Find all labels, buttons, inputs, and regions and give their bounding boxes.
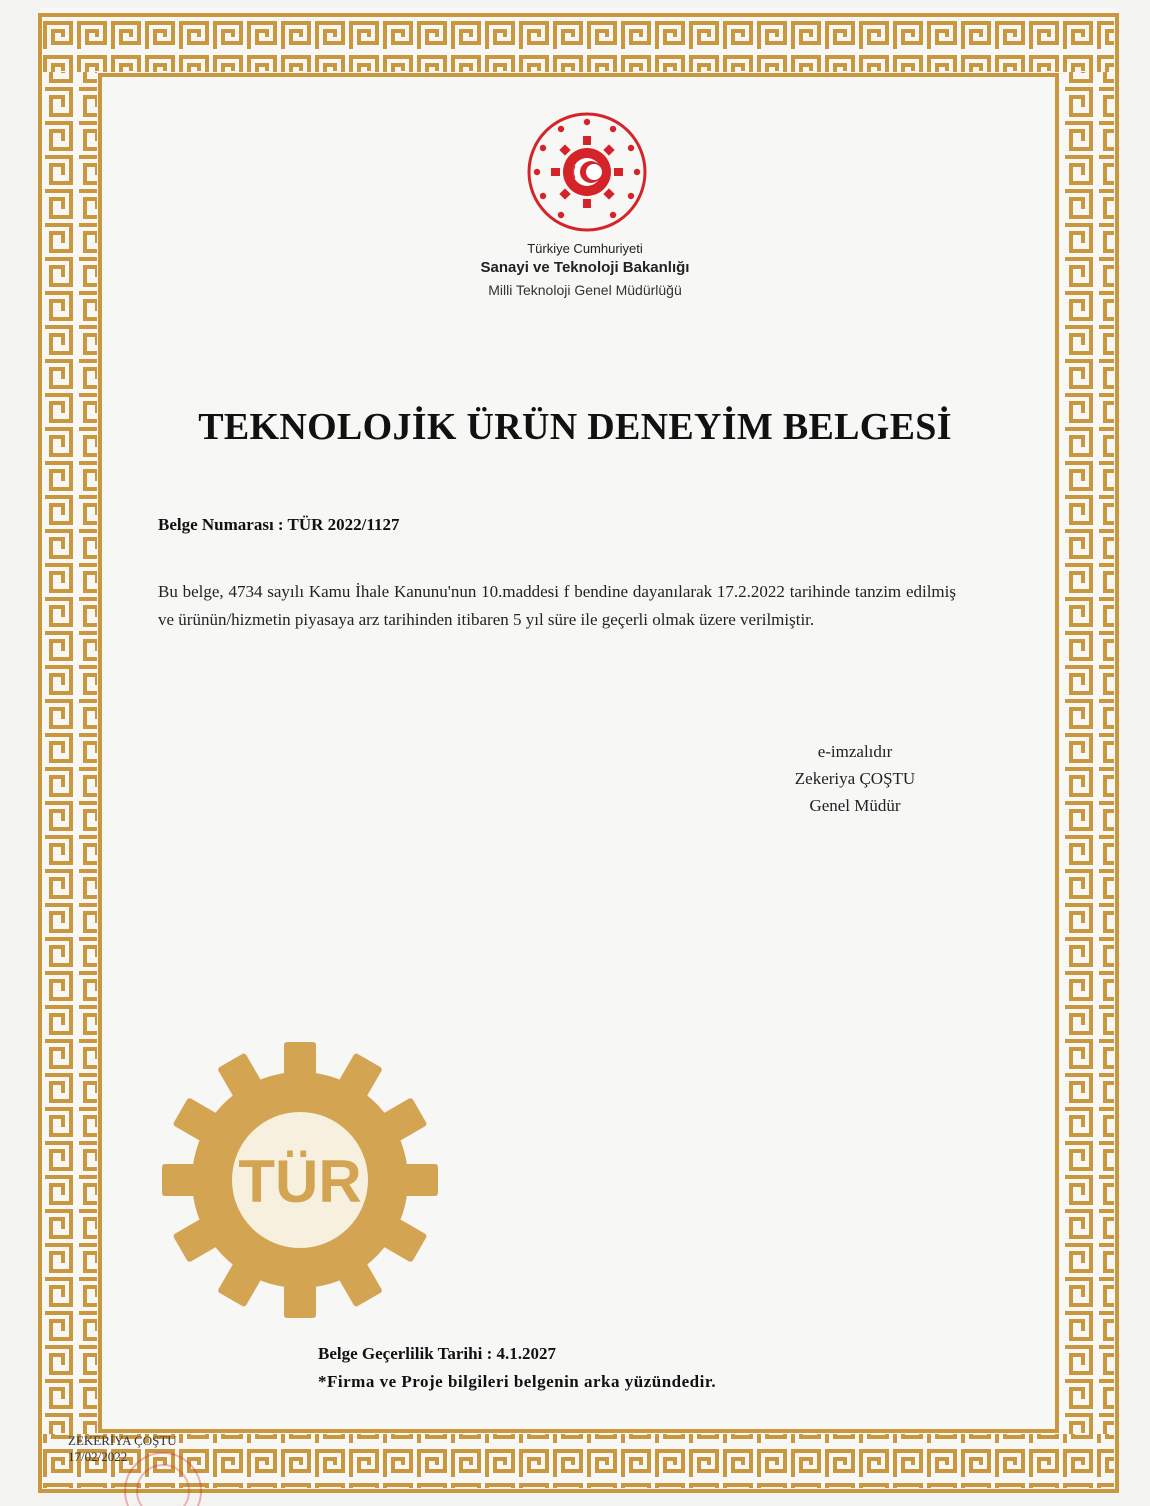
esign-stamp: [68, 1433, 177, 1465]
document-body: Bu belge, 4734 sayılı Kamu İhale Kanunu'nun 10.maddesi f bendine dayanılarak 17.2.2022 tarihinde tanzim edilmiş ve ürünün/hizmetin piyasaya arz tarihinden itibaren 5 yıl süre ile geçerli olmak üzere verilmiştir.: [158, 582, 956, 629]
ministry-line-1: Türkiye Cumhuriyeti: [527, 241, 643, 256]
ministry-line-3: Milli Teknoloji Genel Müdürlüğü: [488, 282, 682, 298]
ministry-line-2: Sanayi ve Teknoloji Bakanlığı: [480, 259, 690, 276]
validity-date: Belge Geçerlilik Tarihi : 4.1.2027: [318, 1344, 556, 1363]
tur-gear-logo: [160, 1040, 440, 1320]
document-number: Belge Numarası : TÜR 2022/1127: [158, 515, 400, 534]
signatory-name: Zekeriya ÇOŞTU: [794, 769, 916, 788]
signature-status: e-imzalıdır: [817, 742, 893, 761]
esign-date: 17/02/2022: [68, 1449, 128, 1464]
back-side-note: *Firma ve Proje bilgileri belgenin arka yüzündedir.: [318, 1372, 717, 1391]
validity-block: [318, 1340, 716, 1396]
signatory-role: Genel Müdür: [809, 796, 901, 815]
document-title: TEKNOLOJİK ÜRÜN DENEYİM BELGESİ: [198, 406, 952, 448]
tur-logo-text: TÜR: [238, 1148, 362, 1215]
esign-name: ZEKERİYA ÇOŞTU: [68, 1433, 177, 1448]
signature-block: [740, 738, 970, 819]
ministry-header: [420, 240, 750, 302]
ministry-emblem: [525, 110, 649, 234]
